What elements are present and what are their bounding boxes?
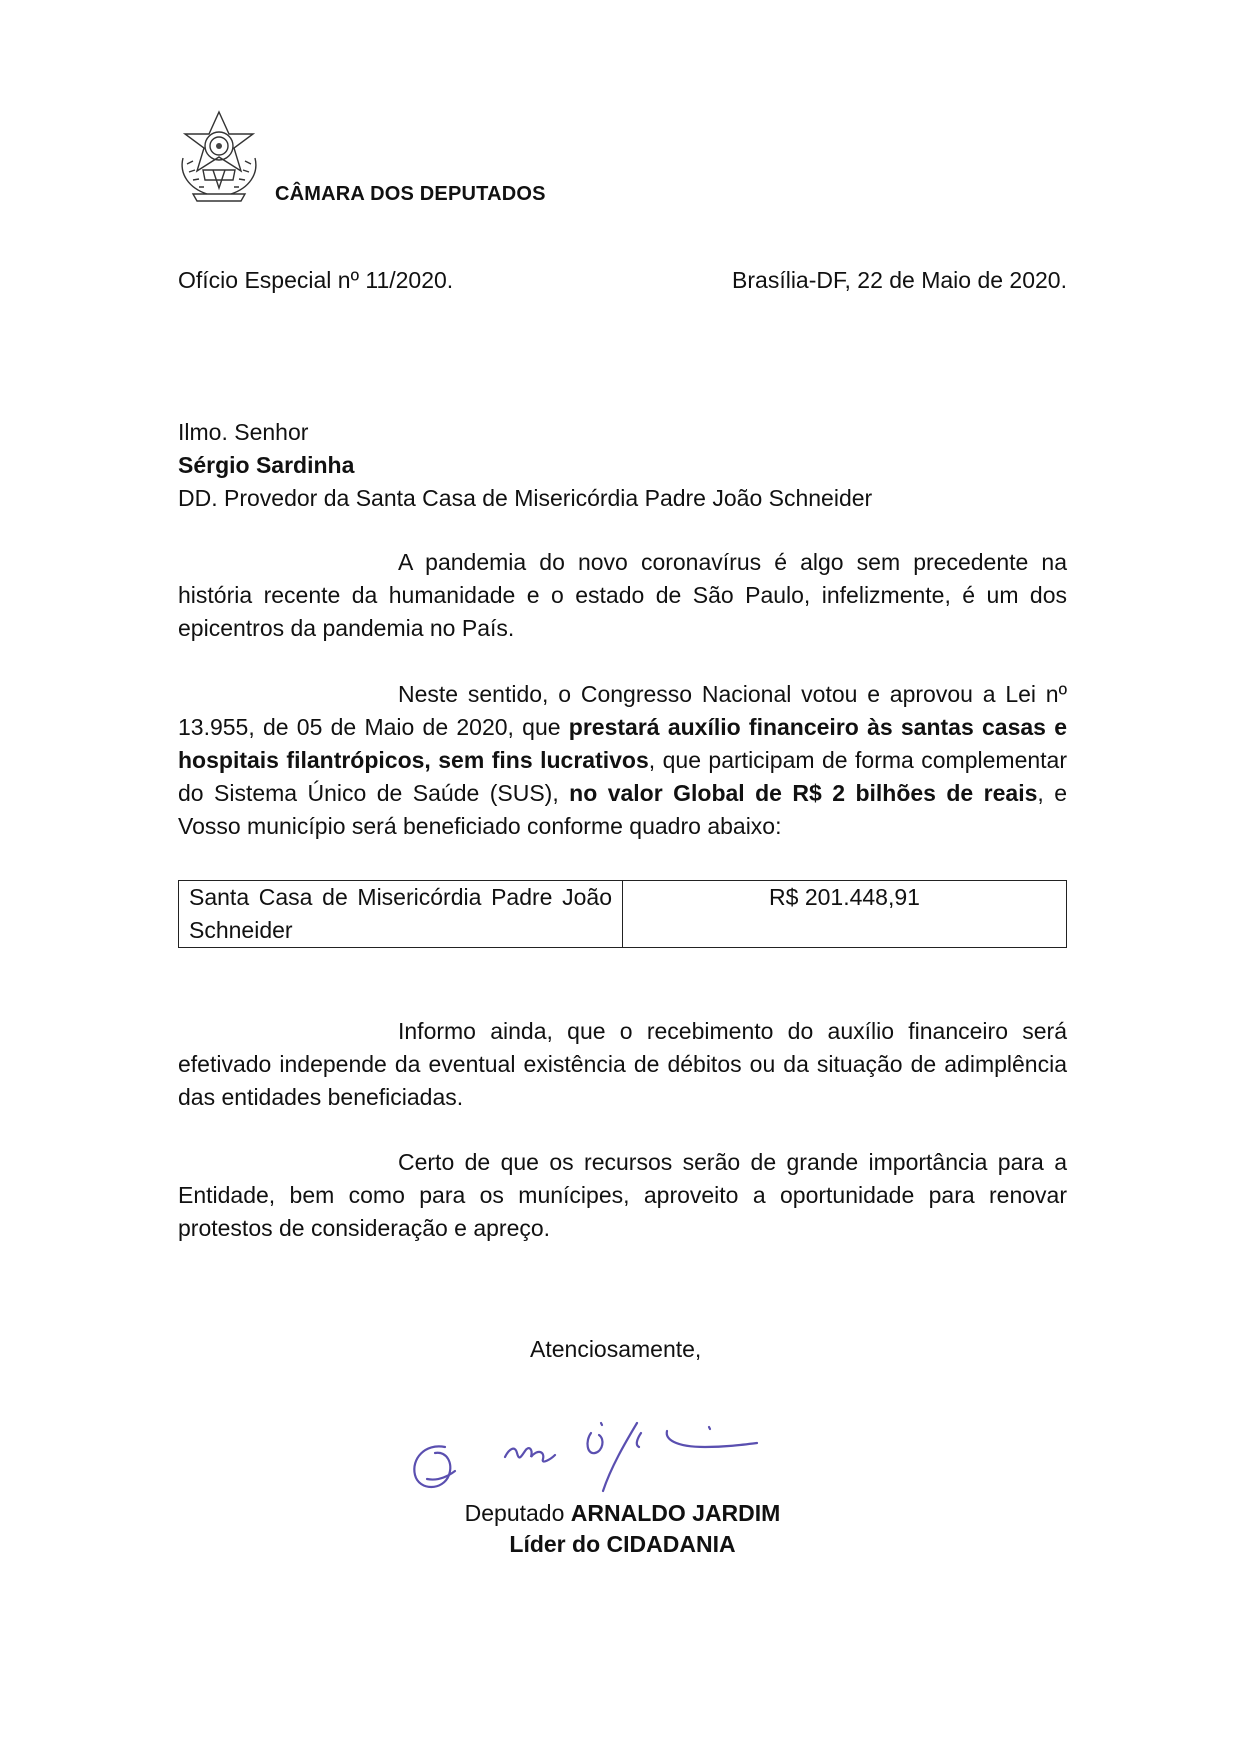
- brazil-coat-of-arms-icon: [173, 108, 265, 204]
- reference-line: [178, 267, 1067, 294]
- paragraph-law-text-c: , que participam de forma complementar do Sistema Único de Saúde (SUS),: [178, 747, 1067, 806]
- paragraph-regards: [178, 1146, 1067, 1245]
- grant-entity-cell: Santa Casa de Misericórdia Padre João Schneider: [179, 881, 623, 948]
- paragraph-regards-text: Certo de que os recursos serão de grande importância para a Entidade, bem como para os munícipes, aproveito a oportunidade para renovar protestos de consideração e apreço.: [178, 1149, 1067, 1241]
- table-row: [179, 881, 1067, 948]
- signer-name: ARNALDO JARDIM: [570, 1500, 781, 1526]
- signer-line: [400, 1498, 845, 1529]
- addressee-title: DD. Provedor da Santa Casa de Misericórdia Padre João Schneider: [178, 485, 873, 511]
- paragraph-law: [178, 678, 1067, 843]
- paragraph-law-emphasis-aid: prestará auxílio financeiro às santas casas e hospitais filantrópicos, sem fins lucrativos: [178, 714, 1067, 773]
- salutation: Ilmo. Senhor: [178, 419, 309, 445]
- grant-amount-cell: R$ 201.448,91: [623, 881, 1067, 948]
- signer-role-text: Líder do CIDADANIA: [509, 1531, 736, 1557]
- paragraph-pandemic: [178, 546, 1067, 645]
- paragraph-receipt: [178, 1015, 1067, 1114]
- signer-block: [400, 1498, 845, 1560]
- paragraph-law-emphasis-value: no valor Global de R$ 2 bilhões de reais: [569, 780, 1038, 806]
- signer-role: [400, 1529, 845, 1560]
- closing: Atenciosamente,: [530, 1336, 702, 1362]
- addressee-name: Sérgio Sardinha: [178, 452, 355, 478]
- place-date: Brasília-DF, 22 de Maio de 2020.: [732, 267, 1067, 293]
- institution-name: CÂMARA DOS DEPUTADOS: [275, 183, 546, 205]
- addressee-block: [178, 416, 1078, 515]
- signer-prefix: Deputado: [464, 1500, 571, 1526]
- paragraph-receipt-text: Informo ainda, que o recebimento do auxílio financeiro será efetivado independe da eventual existência de débitos ou da situação de adimplência das entidades beneficiadas.: [178, 1018, 1067, 1110]
- paragraph-pandemic-text: A pandemia do novo coronavírus é algo sem precedente na história recente da humanidade e o estado de São Paulo, infelizmente, é um dos epicentros da pandemia no País.: [178, 549, 1067, 641]
- paragraph-law-text-e: , e Vosso município será beneficiado conforme quadro abaixo:: [178, 780, 1068, 839]
- handwritten-signature: [405, 1395, 845, 1505]
- grant-table: [178, 880, 1067, 948]
- paragraph-law-text-a: Neste sentido, o Congresso Nacional votou e aprovou a Lei nº 13.955, de 05 de Maio de 2020, que: [178, 681, 1067, 740]
- office-number: Ofício Especial nº 11/2020.: [178, 267, 454, 293]
